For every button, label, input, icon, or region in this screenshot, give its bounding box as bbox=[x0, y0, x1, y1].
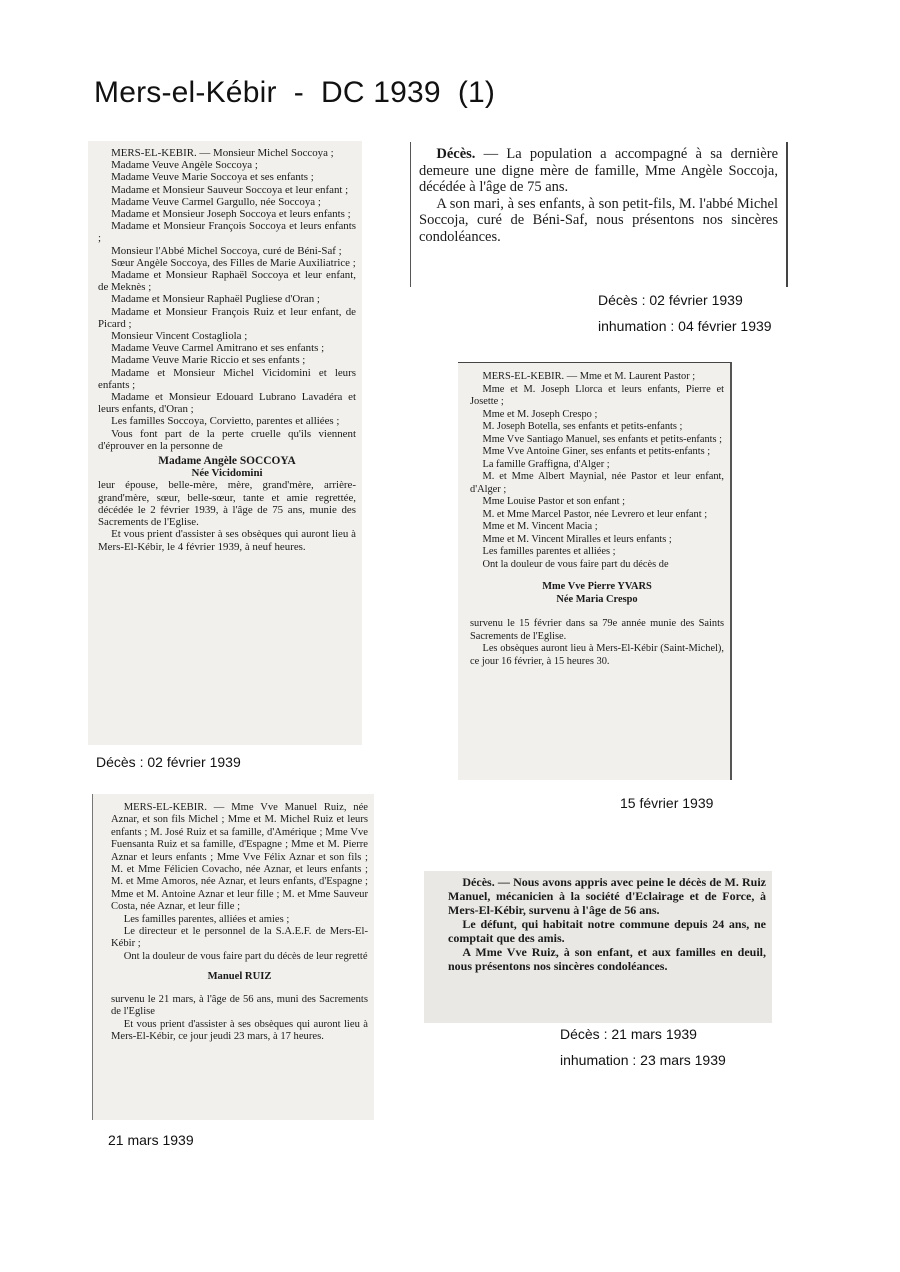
clipping-line: M. et Mme Albert Maynial, née Pastor et leur enfant, d'Alger ; bbox=[470, 471, 724, 495]
caption-death-date: 15 février 1939 bbox=[620, 795, 714, 811]
deceased-name: Mme Vve Pierre YVARS bbox=[542, 581, 652, 592]
clipping-line: Les familles parentes et alliées ; bbox=[482, 546, 616, 557]
notice-paragraph: A son mari, à ses enfants, à son petit-fils, M. l'abbé Michel Soccoja, curé de Béni-Saf, nous présentons nos sincères condoléances. bbox=[419, 195, 778, 245]
clipping-line: Madame et Monsieur Raphaël Pugliese d'Oran ; bbox=[111, 293, 320, 306]
clipping-line: Le directeur et le personnel de la S.A.E.F. de Mers-El-Kébir ; bbox=[111, 926, 368, 950]
soccoja-notice-clipping bbox=[410, 142, 788, 287]
clipping-line: Mme Louise Pastor et son enfant ; bbox=[482, 496, 626, 507]
clipping-line: Monsieur l'Abbé Michel Soccoya, curé de Béni-Saf ; bbox=[111, 244, 342, 257]
maiden-name: Née Vicidomini bbox=[191, 467, 263, 480]
clipping-line: M. et Mme Marcel Pastor, née Levrero et leur enfant ; bbox=[482, 508, 708, 520]
clipping-line: Mme Vve Santiago Manuel, ses enfants et petits-enfants ; bbox=[482, 433, 723, 445]
page-title: Mers-el-Kébir - DC 1939 (1) bbox=[94, 76, 496, 109]
clipping-line: Vous font part de la perte cruelle qu'ils viennent d'éprouver en la personne de bbox=[98, 427, 356, 452]
clipping-line: Ont la douleur de vous faire part du décès de leur regretté bbox=[123, 950, 368, 962]
clipping-line: Madame et Monsieur Joseph Soccoya et leurs enfants ; bbox=[111, 208, 351, 221]
caption-burial-date: inhumation : 04 février 1939 bbox=[598, 318, 772, 334]
clipping-line: Les familles Soccoya, Corvietto, parentes et alliées ; bbox=[111, 415, 340, 428]
clipping-line: La famille Graffigna, d'Alger ; bbox=[482, 458, 610, 470]
clipping-line: Madame Veuve Marie Riccio et ses enfants ; bbox=[111, 354, 306, 367]
clipping-line: MERS-EL-KEBIR. — Monsieur Michel Soccoya ; bbox=[111, 147, 334, 159]
clipping-closing-line: Les obsèques auront lieu à Mers-El-Kébir (Saint-Michel), ce jour 16 février, à 15 heures 30. bbox=[470, 643, 724, 667]
caption-death-date: Décès : 02 février 1939 bbox=[96, 754, 241, 770]
notice-heading: Décès. bbox=[436, 146, 476, 162]
clipping-line: Les familles parentes, alliées et amies ; bbox=[123, 913, 290, 925]
clipping-line: MERS-EL-KEBIR. — Mme Vve Manuel Ruiz, née Aznar, et son fils Michel ; Mme et M. Michel Ruiz et leurs enfants ; M. José Ruiz et sa famille, d'Amérique ; Mme Vve Fuensanta Ruiz et sa famille, d'Espagne ; Mme et M. Pierre Aznar et leurs enfants ; Mme Vve Félix Aznar et son fils ; M. et Mme Félicien Covacho, née Aznar, et leurs enfants ; M. et Mme Amoros, née Aznar, et leurs enfants, d'Espagne ; Mme et M. Antoine Aznar et leur fille ; M. et Mme Sauveur Costa, née Aznar, et leur fille ; bbox=[111, 802, 368, 913]
caption-death-date: Décès : 21 mars 1939 bbox=[560, 1026, 697, 1042]
clipping-line: Madame et Monsieur Michel Vicidomini et leurs enfants ; bbox=[98, 366, 356, 391]
caption-death-date: Décès : 02 février 1939 bbox=[598, 292, 743, 308]
clipping-closing-line: leur épouse, belle-mère, mère, grand'mère, arrière-grand'mère, sœur, belle-sœur, tante et amie regrettée, décédée le 2 février 1939, à l'âge de 75 ans, munie des Sacrements de l'Eglise. bbox=[98, 479, 356, 529]
clipping-line: Madame Veuve Angèle Soccoya ; bbox=[111, 159, 258, 172]
clipping-line: Madame et Monsieur François Ruiz et leur enfant, de Picard ; bbox=[98, 305, 356, 330]
clipping-line: Monsieur Vincent Costagliola ; bbox=[111, 330, 248, 343]
clipping-line: Sœur Angèle Soccoya, des Filles de Marie Auxiliatrice ; bbox=[111, 256, 356, 269]
clipping-line: Madame Veuve Carmel Amitrano et ses enfants ; bbox=[111, 342, 325, 355]
clipping-line: Ont la douleur de vous faire part du décès de bbox=[482, 558, 669, 570]
notice-paragraph: Le défunt, qui habitait notre commune depuis 24 ans, ne comptait que des amis. bbox=[448, 917, 766, 945]
clipping-closing-line: Et vous prient d'assister à ses obsèques qui auront lieu à Mers-El-Kébir, le 4 février 1939, à neuf heures. bbox=[98, 528, 356, 553]
maiden-name: Née Maria Crespo bbox=[556, 593, 638, 605]
clipping-line: Madame et Monsieur Edouard Lubrano Lavadéra et leurs enfants, d'Oran ; bbox=[98, 391, 356, 416]
clipping-line: Mme et M. Vincent Miralles et leurs enfants ; bbox=[482, 533, 672, 545]
notice-paragraph: — La population a accompagné à sa dernière demeure une digne mère de famille, Mme Angèle Soccoja, décédée à l'âge de 75 ans. bbox=[419, 146, 779, 196]
deceased-name: Madame Angèle SOCCOYA bbox=[158, 455, 296, 468]
clipping-line: Mme et M. Joseph Llorca et leurs enfants, Pierre et Josette ; bbox=[470, 383, 724, 407]
notice-heading: Décès. bbox=[462, 875, 495, 889]
clipping-line: Mme et M. Vincent Macia ; bbox=[482, 521, 598, 532]
clipping-line: Madame Veuve Carmel Gargullo, née Soccoya ; bbox=[111, 195, 321, 208]
clipping-closing-line: Et vous prient d'assister à ses obsèques qui auront lieu à Mers-El-Kébir, ce jour jeudi 23 mars, à 17 heures. bbox=[111, 1018, 368, 1042]
clipping-line: Mme et M. Joseph Crespo ; bbox=[482, 408, 598, 420]
clipping-line: Madame et Monsieur Sauveur Soccoya et leur enfant ; bbox=[111, 183, 349, 196]
notice-paragraph: A Mme Vve Ruiz, à son enfant, et aux familles en deuil, nous présentons nos sincères condoléances. bbox=[448, 945, 766, 973]
clipping-line: Madame et Monsieur François Soccoya et leurs enfants ; bbox=[98, 220, 356, 245]
clipping-line: Mme Vve Antoine Giner, ses enfants et petits-enfants ; bbox=[482, 446, 711, 457]
clipping-line: Madame Veuve Marie Soccoya et ses enfants ; bbox=[111, 171, 314, 184]
notice-paragraph: — Nous avons appris avec peine le décès de M. Ruiz Manuel, mécanicien à la société d'Eclairage et de Force, à Mers-El-Kébir, survenu à l'âge de 56 ans. bbox=[448, 875, 767, 917]
deceased-name: Manuel RUIZ bbox=[207, 971, 272, 983]
soccoya-family-clipping bbox=[88, 141, 362, 745]
caption-burial-date: inhumation : 23 mars 1939 bbox=[560, 1052, 726, 1068]
clipping-closing-line: survenu le 21 mars, à l'âge de 56 ans, muni des Sacrements de l'Eglise bbox=[111, 993, 368, 1018]
clipping-line: M. Joseph Botella, ses enfants et petits-enfants ; bbox=[482, 421, 683, 432]
ruiz-family-clipping bbox=[92, 794, 374, 1120]
clipping-closing-line: survenu le 15 février dans sa 79e année munie des Saints Sacrements de l'Eglise. bbox=[470, 618, 724, 642]
clipping-line: Madame et Monsieur Raphaël Soccoya et leur enfant, de Meknès ; bbox=[98, 269, 356, 294]
clipping-line: MERS-EL-KEBIR. — Mme et M. Laurent Pastor ; bbox=[482, 371, 696, 382]
yvars-family-clipping bbox=[458, 362, 732, 780]
ruiz-notice-clipping bbox=[424, 871, 772, 1023]
clipping-lines bbox=[98, 147, 356, 452]
caption-death-date: 21 mars 1939 bbox=[108, 1132, 194, 1148]
